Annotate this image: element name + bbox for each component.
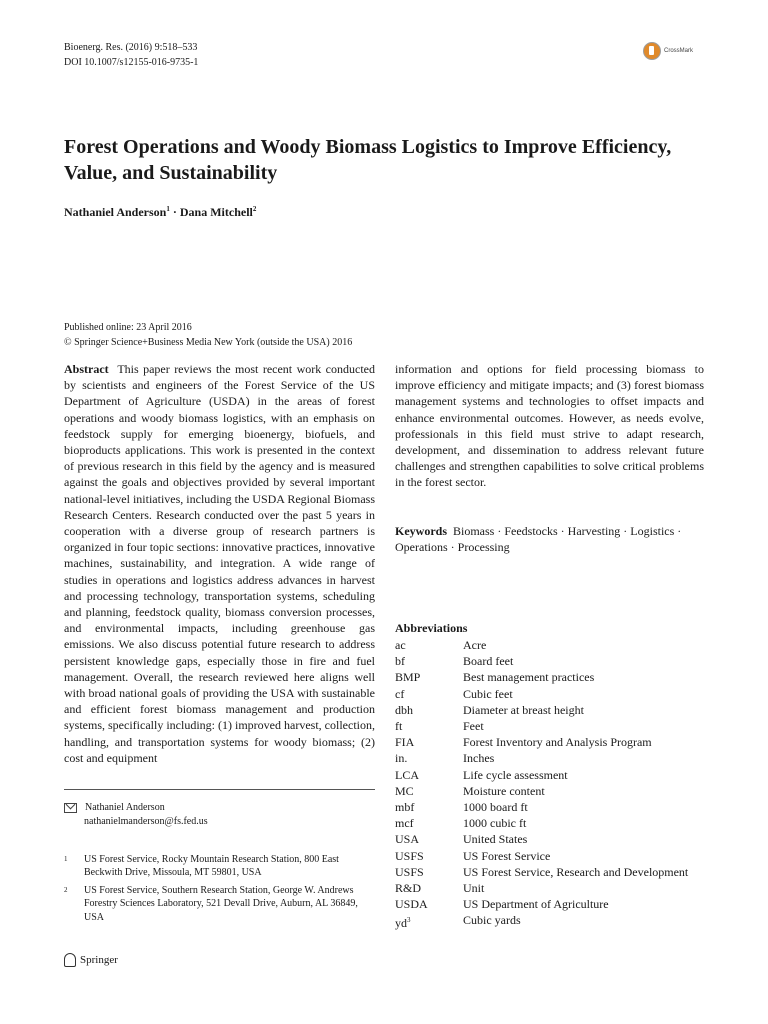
abbreviation-term: cf — [395, 686, 405, 701]
doi-link[interactable]: DOI 10.1007/s12155-016-9735-1 — [64, 57, 199, 68]
abbreviation-row — [395, 831, 715, 847]
affiliation-number: 1 — [64, 855, 68, 863]
abbreviation-term: $yd^3$ — [395, 916, 411, 931]
abbreviation-row — [395, 653, 715, 669]
abbreviation-row — [395, 864, 715, 880]
copyright-line: © Springer Science+Business Media New York (outside the USA) 2016 — [64, 337, 353, 348]
abbreviation-term: R&D — [395, 881, 422, 896]
abbreviation-term: mcf — [395, 816, 414, 831]
abbreviation-term: LCA — [395, 767, 419, 782]
abbreviation-definition: Cubic feet — [463, 686, 513, 701]
superscript: 3 — [407, 916, 411, 925]
author-name[interactable]: Nathaniel Anderson — [64, 205, 167, 219]
affiliation-number: 2 — [64, 886, 68, 894]
corresponding-author — [64, 801, 208, 828]
keywords — [395, 523, 704, 555]
abbreviation-row — [395, 767, 715, 783]
abbreviation-definition: Moisture content — [463, 783, 545, 798]
abbreviations-list — [395, 637, 715, 932]
contact-email[interactable]: nathanielmanderson@fs.fed.us — [84, 815, 208, 827]
abbreviation-term: in. — [395, 751, 408, 766]
crossmark-label: CrossMark — [664, 48, 694, 54]
abbreviation-row — [395, 637, 715, 653]
springer-horse-icon — [64, 953, 76, 967]
journal-header — [64, 40, 198, 70]
abbreviation-definition: Inches — [463, 751, 495, 766]
abstract-text: This paper reviews the most recent work conducted by scientists and engineers of the Forest Service of the US Department of Agriculture (USDA) in the areas of forest operations and woody biomass logistics, with an emphasis on feedstock supply for emerging bioenergy, biofuels, and bioproducts applications. This work is presented in the context of previous research in this field by the agency and is measured against the goals and objectives provided by several important national-level initiatives, including the USDA Regional Biomass Research Centers. Research conducted over the past 5 years in cooperation with a diverse group of research partners is organized in four topic sections: innovative practices, innovative machines, sustainability, and integration. A wide range of studies in operations and logistics address advances in harvest and processing technology, transportation systems, scheduling and planning, feedstock quality, biomass conversion processes, and environmental impacts, including greenhouse gas emissions. We also discuss potential future research to address persistent knowledge gaps, especially those in fire and fuel management. Overall, the research reviewed here aligns well with broad national goals of providing the USA with sustainable and efficient forest biomass management and production systems, specifically including: (1) improved harvest, collection, handling, and transportation systems for woody biomass; (2) cost and equipment — [64, 362, 375, 765]
abbreviation-definition: Acre — [463, 638, 487, 652]
author-list — [64, 205, 256, 220]
abbreviation-definition: Cubic yards — [463, 913, 521, 928]
affiliation-2 — [64, 884, 364, 924]
journal-citation: Bioenerg. Res. (2016) 9:518–533 — [64, 42, 198, 53]
envelope-icon — [64, 803, 77, 813]
abbreviation-row — [395, 815, 715, 831]
abbreviation-term: BMP — [395, 670, 421, 685]
abbreviation-definition: Feet — [463, 719, 484, 734]
paper-title: Forest Operations and Woody Biomass Logistics to Improve Efficiency, Value, and Sustainability — [64, 136, 672, 184]
abbreviation-term: USDA — [395, 897, 428, 912]
author-affiliation-mark: 1 — [166, 205, 170, 213]
affiliation-text: US Forest Service, Rocky Mountain Research Station, 800 East Beckwith Drive, Missoula, MT 59801, USA — [84, 854, 339, 879]
abbreviation-row — [395, 912, 715, 931]
abbreviation-term: FIA — [395, 735, 415, 750]
footnote-divider — [64, 789, 375, 790]
abbreviation-definition: US Forest Service — [463, 848, 551, 863]
abbreviation-row — [395, 702, 715, 718]
abbreviation-row — [395, 718, 715, 734]
publisher-name: Springer — [80, 954, 118, 966]
abstract-right-column: information and options for field processing biomass to improve efficiency and mitigate impacts; and (3) forest biomass management systems and technologies to offset impacts and enhance environmental outcomes. However, as needs evolve, professionals in this field must strive to adapt research, development, and dissemination to address relevant future challenges and strengthen capabilities to solve critical problems in the forest sector. — [395, 362, 704, 490]
abbreviation-row — [395, 686, 715, 702]
abbreviation-definition: 1000 cubic ft — [463, 816, 527, 831]
abbreviation-term: ft — [395, 719, 403, 734]
abbreviation-definition: Life cycle assessment — [463, 767, 568, 782]
abbreviation-term: bf — [395, 654, 405, 669]
abbreviation-term: dbh — [395, 702, 413, 717]
affiliation-text: US Forest Service, Southern Research Station, George W. Andrews Forestry Sciences Laboratory, 521 Devall Drive, Auburn, AL 36849, USA — [84, 885, 358, 923]
contact-name: Nathaniel Anderson — [85, 802, 165, 813]
abbreviation-definition: US Department of Agriculture — [463, 897, 609, 912]
crossmark-badge[interactable] — [643, 42, 693, 60]
publication-info — [64, 320, 352, 350]
abbreviation-row — [395, 783, 715, 799]
abbreviation-row — [395, 734, 715, 750]
abbreviation-definition: US Forest Service, Research and Development — [463, 864, 689, 879]
abstract-heading: Abstract — [64, 362, 109, 376]
abbreviation-term: USFS — [395, 848, 424, 863]
author-name[interactable]: Dana Mitchell — [179, 205, 253, 219]
abbreviation-term: MC — [395, 783, 414, 798]
abbreviation-row — [395, 750, 715, 766]
publisher-logo — [64, 953, 118, 967]
author-separator: · — [169, 205, 180, 219]
abbreviations-heading: Abbreviations — [395, 621, 468, 635]
abbreviation-definition: Forest Inventory and Analysis Program — [463, 735, 652, 750]
abbreviation-definition: 1000 board ft — [463, 800, 528, 815]
affiliation-1 — [64, 853, 364, 880]
abbreviation-row — [395, 896, 715, 912]
keywords-heading: Keywords — [395, 524, 447, 538]
published-date: Published online: 23 April 2016 — [64, 322, 192, 333]
abbreviation-row — [395, 669, 715, 685]
author-affiliation-mark: 2 — [252, 205, 257, 213]
abbreviation-term: USA — [395, 832, 420, 847]
abbreviation-term: mbf — [395, 800, 415, 815]
crossmark-icon — [643, 42, 661, 60]
keywords-list: Biomass · Feedstocks · Harvesting · Logistics · Operations · Processing — [395, 524, 682, 555]
abbreviation-definition: Diameter at breast height — [463, 702, 584, 717]
abbreviation-row — [395, 880, 715, 896]
abstract-left-column — [64, 361, 375, 766]
abbreviation-row — [395, 799, 715, 815]
abbreviation-definition: Unit — [463, 881, 485, 896]
abbreviation-definition: United States — [463, 832, 528, 847]
abbreviation-term: USFS — [395, 864, 424, 879]
abbreviation-term: ac — [395, 638, 406, 652]
abbreviation-definition: Best management practices — [463, 670, 595, 685]
abbreviation-definition: Board feet — [463, 654, 514, 669]
abbreviation-row — [395, 848, 715, 864]
